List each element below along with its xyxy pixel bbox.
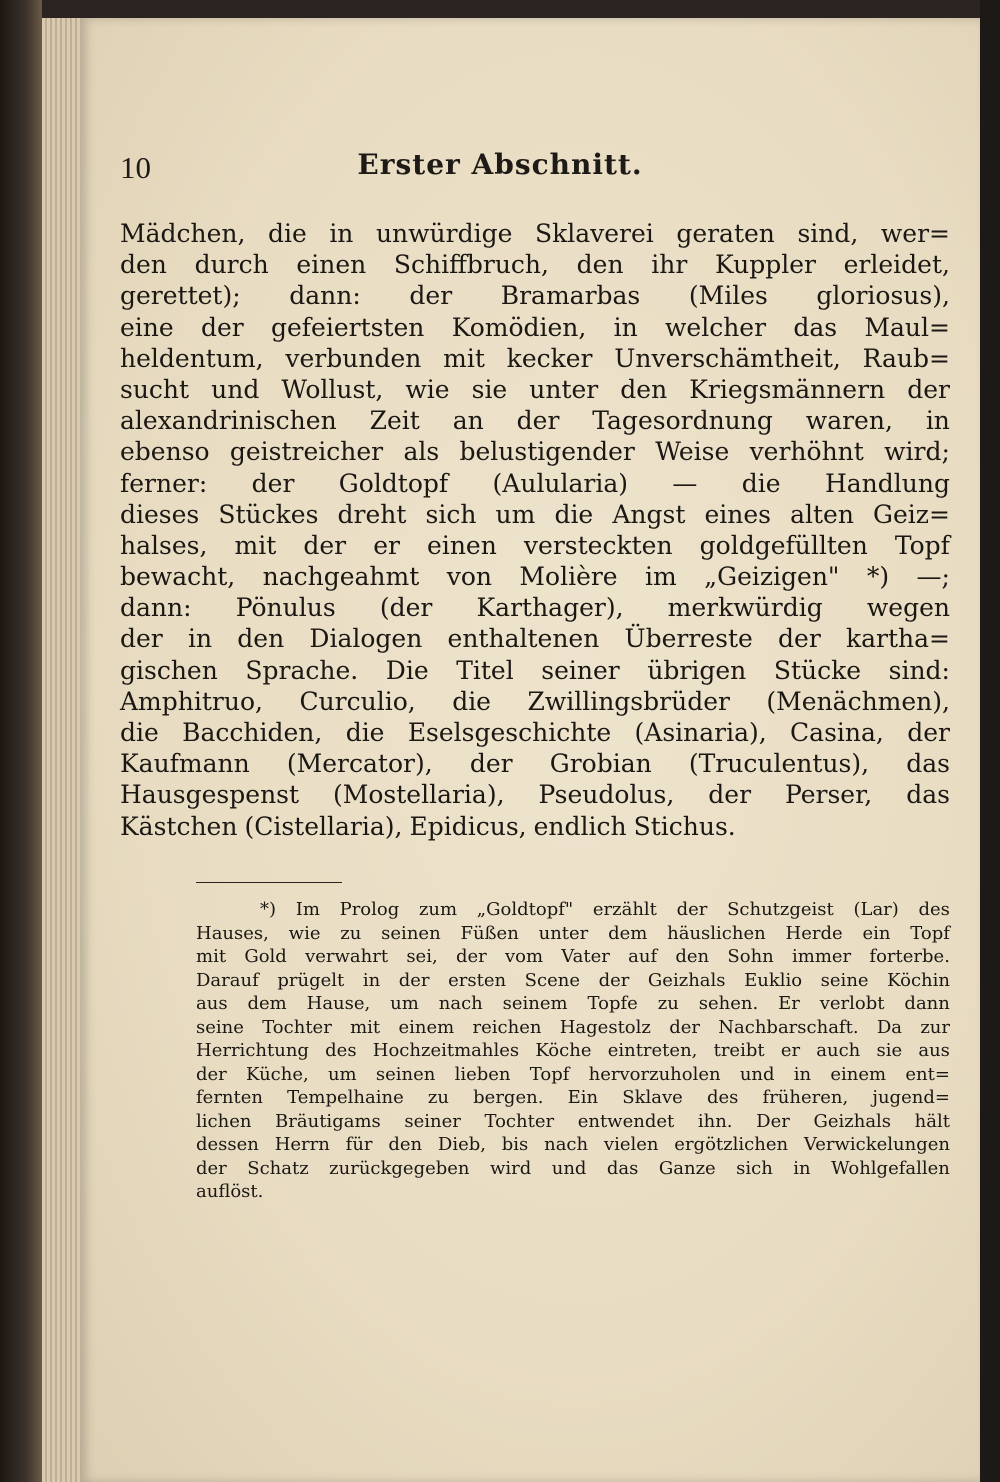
body-line: der in den Dialogen enthaltenen Überreste der kartha= <box>120 624 950 654</box>
running-title: Erster Abschnitt. <box>357 148 643 181</box>
body-line: dann: Pönulus (der Karthager), merkwürdig wegen <box>120 593 950 623</box>
body-line: Amphitruo, Curculio, die Zwillingsbrüder (Menächmen), <box>120 686 950 716</box>
body-line: die Bacchiden, die Eselsgeschichte (Asinaria), Casina, der <box>120 718 950 747</box>
footnote-line: Hauses, wie zu seinen Füßen unter dem häuslichen Herde ein Topf <box>196 922 950 944</box>
body-line: alexandrinischen Zeit an der Tagesordnung waren, in <box>120 406 950 436</box>
body-line: halses, mit der er einen versteckten goldgefüllten Topf <box>120 530 950 560</box>
footnote-line: Herrichtung des Hochzeitmahles Köche eintreten, treibt er auch sie aus <box>196 1040 950 1061</box>
footnote-line: der Schatz zurückgegeben wird und das Ganze sich in Wohlgefallen <box>196 1157 950 1179</box>
stacked-page-edges <box>42 18 82 1482</box>
body-line: eine der gefeiertsten Komödien, in welcher das Maul= <box>120 312 950 342</box>
body-line: dieses Stückes dreht sich um die Angst eines alten Geiz= <box>120 499 950 529</box>
body-line: gerettet); dann: der Bramarbas (Miles gloriosus), <box>120 281 950 311</box>
body-line: ferner: der Goldtopf (Aulularia) — die Handlung <box>120 468 950 498</box>
body-line: gischen Sprache. Die Titel seiner übrigen Stücke sind: <box>120 655 950 685</box>
footnote <box>196 898 950 1204</box>
body-line: Kaufmann (Mercator), der Grobian (Truculentus), das <box>120 749 950 779</box>
footnote-line: auflöst. <box>196 1181 264 1202</box>
body-line: den durch einen Schiffbruch, den ihr Kuppler erleidet, <box>120 250 950 280</box>
footnote-line: mit Gold verwahrt sei, der vom Vater auf den Sohn immer forterbe. <box>196 946 950 967</box>
body-line: heldentum, verbunden mit kecker Unverschämtheit, Raub= <box>120 343 950 373</box>
page-number: 10 <box>120 150 151 185</box>
footnote-line: lichen Bräutigams seiner Tochter entwendet ihn. Der Geizhals hält <box>196 1110 950 1132</box>
body-line: sucht und Wollust, wie sie unter den Kriegsmännern der <box>120 374 950 404</box>
body-text <box>120 218 950 842</box>
footnote-line: fernten Tempelhaine zu bergen. Ein Sklave des früheren, jugend= <box>196 1087 950 1108</box>
body-line: Kästchen (Cistellaria), Epidicus, endlich Stichus. <box>120 811 736 841</box>
page-header <box>120 148 880 192</box>
footnote-line: der Küche, um seinen lieben Topf hervorzuholen und in einem ent= <box>196 1063 950 1085</box>
book-gutter <box>0 0 42 1482</box>
body-line: bewacht, nachgeahmt von Molière im „Geizigen" *) —; <box>120 562 950 592</box>
body-line: Mädchen, die in unwürdige Sklaverei geraten sind, wer= <box>120 219 950 248</box>
right-background-edge <box>980 0 1000 1482</box>
footnote-line: *) Im Prolog zum „Goldtopf" erzählt der Schutzgeist (Lar) des <box>260 899 950 920</box>
body-line: ebenso geistreicher als belustigender Weise verhöhnt wird; <box>120 437 950 467</box>
footnote-line: seine Tochter mit einem reichen Hagestolz der Nachbarschaft. Da zur <box>196 1016 950 1038</box>
footnote-line: dessen Herrn für den Dieb, bis nach vielen ergötzlichen Verwickelungen <box>196 1134 950 1155</box>
body-line: Hausgespenst (Mostellaria), Pseudolus, der Perser, das <box>120 780 950 810</box>
footnote-rule <box>196 882 342 883</box>
footnote-line: Darauf prügelt in der ersten Scene der Geizhals Euklio seine Köchin <box>196 969 950 991</box>
footnote-line: aus dem Hause, um nach seinem Topfe zu sehen. Er verlobt dann <box>196 993 950 1014</box>
